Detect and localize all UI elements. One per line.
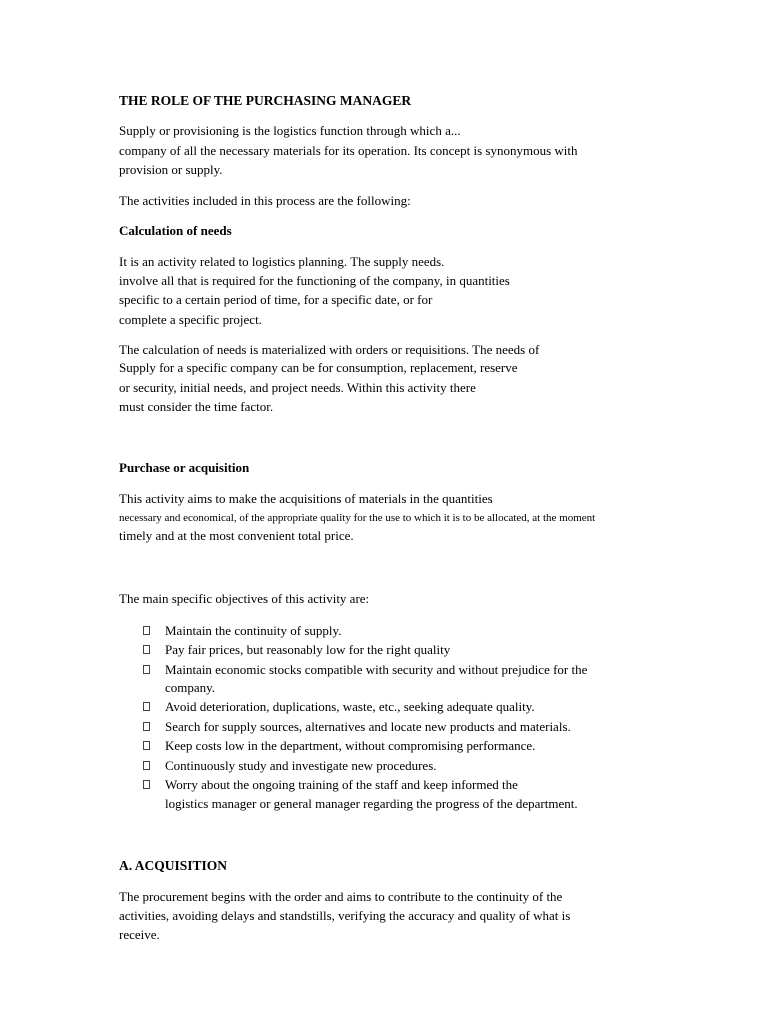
objective-item-3: Maintain economic stocks compatible with security and without prejudice for the <box>165 662 588 677</box>
bullet-3-marker <box>143 665 150 674</box>
calc-para1-line-1: It is an activity related to logistics planning. The supply needs. <box>119 254 445 269</box>
purchase-heading: Purchase or acquisition <box>119 460 250 475</box>
calc-heading: Calculation of needs <box>119 223 232 238</box>
bullet-1-marker <box>143 626 150 635</box>
calc-para2-line-4: must consider the time factor. <box>119 399 274 414</box>
acq-para-line-3: receive. <box>119 927 160 942</box>
calc-para2-line-1: The calculation of needs is materialized with orders or requisitions. The needs of <box>119 342 540 357</box>
purchase-para-line-1: This activity aims to make the acquisitions of materials in the quantities <box>119 491 493 506</box>
acq-para-line-1: The procurement begins with the order and aims to contribute to the continuity of the <box>119 889 563 904</box>
purchase-para-line-3: timely and at the most convenient total price. <box>119 528 354 543</box>
document-title: THE ROLE OF THE PURCHASING MANAGER <box>119 93 412 108</box>
objective-item-8-cont: logistics manager or general manager regarding the progress of the department. <box>165 796 578 811</box>
objective-item-8: Worry about the ongoing training of the staff and keep informed the <box>165 777 518 792</box>
acq-para-line-2: activities, avoiding delays and standstills, verifying the accuracy and quality of what is <box>119 908 571 923</box>
intro-line-2: company of all the necessary materials for its operation. Its concept is synonymous with <box>119 143 578 158</box>
objective-item-2: Pay fair prices, but reasonably low for the right quality <box>165 642 451 657</box>
acquisition-heading: A. ACQUISITION <box>119 858 228 873</box>
calc-para1-line-2: involve all that is required for the functioning of the company, in quantities <box>119 273 510 288</box>
bullet-8-marker <box>143 780 150 789</box>
bullet-6-marker <box>143 741 150 750</box>
purchase-para-line-2: necessary and economical, of the appropriate quality for the use to which it is to be allocated, at the moment <box>119 512 596 524</box>
intro-line-3: provision or supply. <box>119 162 223 177</box>
objective-item-1: Maintain the continuity of supply. <box>165 623 342 638</box>
bullet-7-marker <box>143 761 150 770</box>
objective-item-4: Avoid deterioration, duplications, waste, etc., seeking adequate quality. <box>165 699 535 714</box>
calc-para2-line-2: Supply for a specific company can be for consumption, replacement, reserve <box>119 360 518 375</box>
bullet-5-marker <box>143 722 150 731</box>
objective-item-5: Search for supply sources, alternatives and locate new products and materials. <box>165 719 571 734</box>
calc-para2-line-3: or security, initial needs, and project needs. Within this activity there <box>119 380 476 395</box>
intro-line-1: Supply or provisioning is the logistics function through which a... <box>119 123 461 138</box>
objective-item-3-cont: company. <box>165 680 216 695</box>
objective-item-6: Keep costs low in the department, without compromising performance. <box>165 738 536 753</box>
bullet-2-marker <box>143 645 150 654</box>
bullet-4-marker <box>143 702 150 711</box>
activities-intro: The activities included in this process are the following: <box>119 193 411 208</box>
objective-item-7: Continuously study and investigate new procedures. <box>165 758 437 773</box>
calc-para1-line-4: complete a specific project. <box>119 312 262 327</box>
calc-para1-line-3: specific to a certain period of time, for a specific date, or for <box>119 292 433 307</box>
objectives-intro: The main specific objectives of this activity are: <box>119 591 370 606</box>
